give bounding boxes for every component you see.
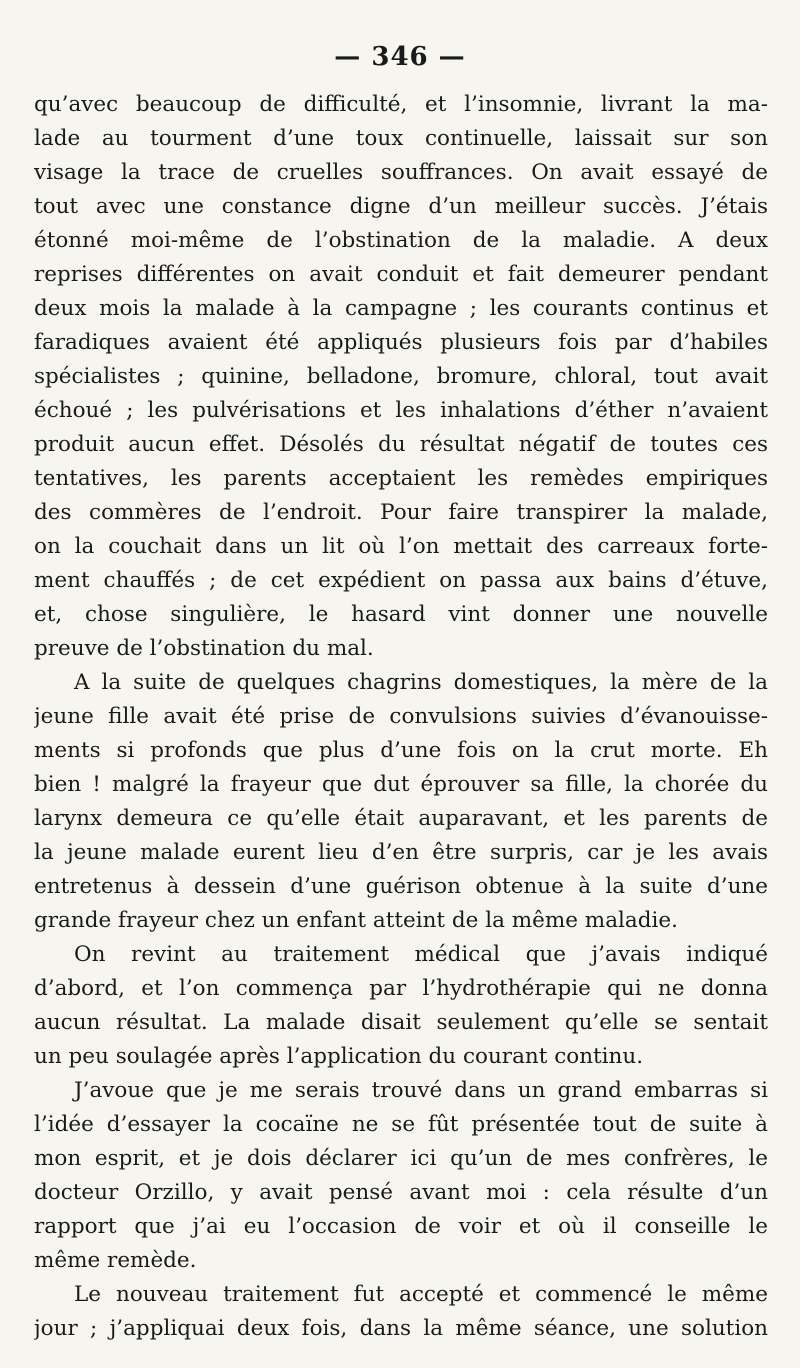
text-line: des commères de l’endroit. Pour faire transpirer la malade, <box>34 500 768 525</box>
text-line: A la suite de quelques chagrins domestiques, la mère de la <box>74 670 768 695</box>
text-line: mon esprit, et je dois déclarer ici qu’un de mes confrères, le <box>34 1146 768 1171</box>
text-line: qu’avec beaucoup de difficulté, et l’insomnie, livrant la ma- <box>34 92 768 117</box>
text-line: aucun résultat. La malade disait seulement qu’elle se sentait <box>34 1010 768 1035</box>
text-line: docteur Orzillo, y avait pensé avant moi : cela résulte d’un <box>34 1180 768 1205</box>
text-line: un peu soulagée après l’application du courant continu. <box>34 1044 644 1069</box>
text-line: grande frayeur chez un enfant atteint de la même maladie. <box>34 908 678 933</box>
text-line: et, chose singulière, le hasard vint donner une nouvelle <box>34 602 768 627</box>
text-line: lade au tourment d’une toux continuelle, laissait sur son <box>34 126 768 151</box>
text-line: entretenus à dessein d’une guérison obtenue à la suite d’une <box>34 874 768 899</box>
text-line: larynx demeura ce qu’elle était auparavant, et les parents de <box>34 806 768 831</box>
text-line: preuve de l’obstination du mal. <box>34 636 374 661</box>
text-line: faradiques avaient été appliqués plusieurs fois par d’habiles <box>34 330 768 355</box>
text-line: bien ! malgré la frayeur que dut éprouver sa fille, la chorée du <box>34 772 768 797</box>
text-line: même remède. <box>34 1248 197 1273</box>
text-line: tout avec une constance digne d’un meilleur succès. J’étais <box>34 194 768 219</box>
text-line: d’abord, et l’on commença par l’hydrothérapie qui ne donna <box>34 976 768 1001</box>
text-line: l’idée d’essayer la cocaïne ne se fût présentée tout de suite à <box>34 1112 768 1137</box>
text-line: la jeune malade eurent lieu d’en être surpris, car je les avais <box>34 840 768 865</box>
text-line: J’avoue que je me serais trouvé dans un grand embarras si <box>74 1078 768 1103</box>
text-line: on la couchait dans un lit où l’on mettait des carreaux forte- <box>34 534 768 559</box>
text-line: ments si profonds que plus d’une fois on la crut morte. Eh <box>34 738 768 763</box>
body-text <box>34 88 768 1346</box>
text-line: On revint au traitement médical que j’avais indiqué <box>74 942 768 967</box>
text-line: ment chauffés ; de cet expédient on passa aux bains d’étuve, <box>34 568 768 593</box>
text-line: échoué ; les pulvérisations et les inhalations d’éther n’avaient <box>34 398 768 423</box>
text-line: jeune fille avait été prise de convulsions suivies d’évanouisse- <box>34 704 768 729</box>
text-line: visage la trace de cruelles souffrances. On avait essayé de <box>34 160 768 185</box>
text-line: spécialistes ; quinine, belladone, bromure, chloral, tout avait <box>34 364 768 389</box>
text-line: étonné moi-même de l’obstination de la maladie. A deux <box>34 228 768 253</box>
text-line: reprises différentes on avait conduit et fait demeurer pendant <box>34 262 768 287</box>
text-line: Le nouveau traitement fut accepté et commencé le même <box>74 1282 768 1307</box>
text-line: tentatives, les parents acceptaient les remèdes empiriques <box>34 466 768 491</box>
text-line: rapport que j’ai eu l’occasion de voir et où il conseille le <box>34 1214 768 1239</box>
text-line: deux mois la malade à la campagne ; les courants continus et <box>34 296 768 321</box>
text-line: produit aucun effet. Désolés du résultat négatif de toutes ces <box>34 432 768 457</box>
text-line: jour ; j’appliquai deux fois, dans la même séance, une solution <box>34 1316 768 1341</box>
page-number: — 346 — <box>334 42 466 72</box>
